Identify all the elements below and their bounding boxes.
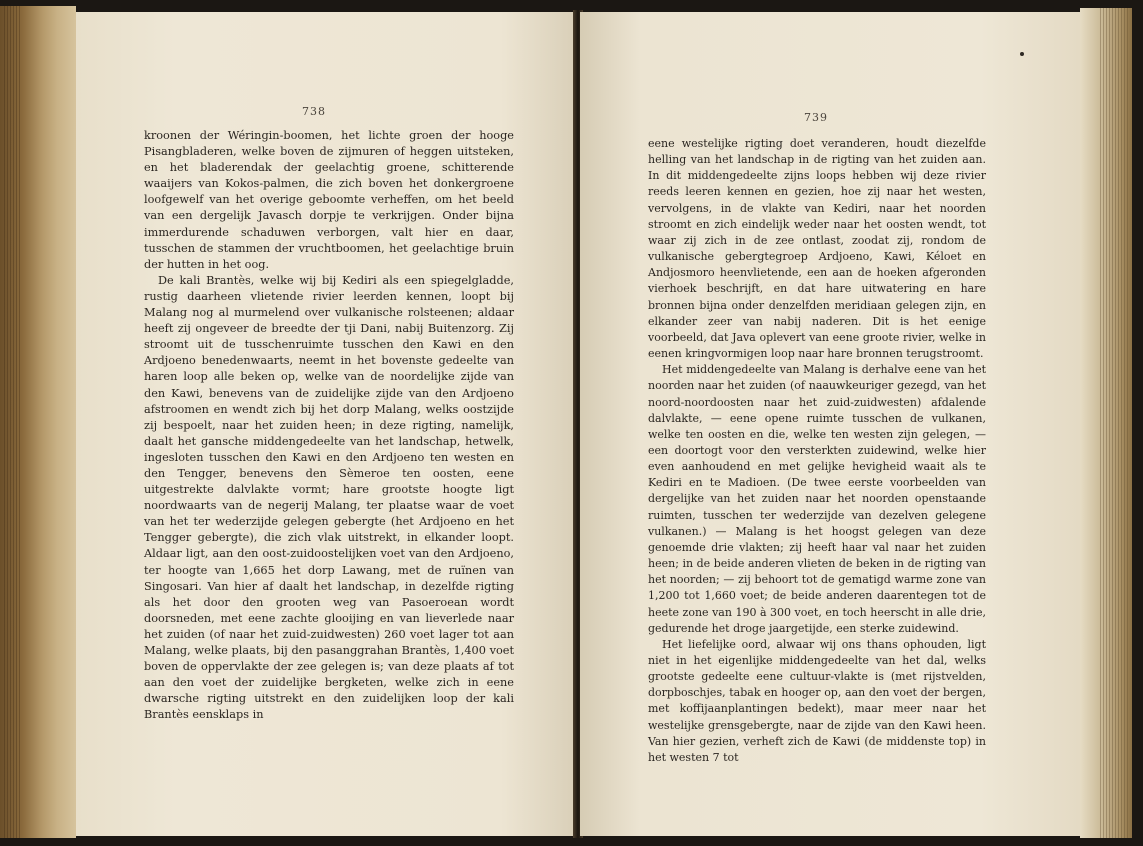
right-page-text — [648, 136, 986, 766]
paragraph: Het middengedeelte van Malang is derhalve eene van het noorden naar het zuiden (of naauwkeuriger gezegd, van het noord-noordoosten naar het zuid-zuidwesten) afdalende dalvlakte, — eene opene ruimte tusschen de vulkanen, welke ten oosten en die, welke ten westen zijn gelegen, — een doortogt voor den versterkten zuidewind, welke hier even aanhoudend en met gelijke hevigheid waait als te Kediri en te Madioen. (De twee eerste voorbeelden van dergelijke van het zuiden naar het noorden openstaande ruimten, tusschen ter wederzijde van dezelven gelegene vulkanen.) — Malang is het hoogst gelegen van deze genoemde drie vlakten; zij heeft haar val naar het zuiden heen; in de beide anderen vlieten de beken in de rigting van het noorden; — zij behoort tot de gematigd warme zone van 1,200 tot 1,660 voet; de beide anderen daarentegen tot de heete zone van 190 à 300 voet, en toch heerscht in alle drie, gedurende het droge jaargetijde, een sterke zuidewind. — [648, 363, 986, 635]
right-page — [580, 12, 1080, 836]
left-page — [76, 12, 576, 836]
paragraph: De kali Brantès, welke wij bij Kediri als een spiegelgladde, rustig daarheen vlietende rivier leerden kennen, loopt bij Malang nog al murmelend over vulkanische rolsteenen; aldaar heeft zij ongeveer de breedte der tji Dani, nabij Buitenzorg. Zij stroomt uit de tusschenruimte tusschen den Kawi en den Ardjoeno benedenwaarts, neemt in het bovenste gedeelte van haren loop alle beken op, welke van de noordelijke zijde van den Kawi, benevens van de zuidelijke zijde van den Ardjoeno afstroomen en wendt zich bij het dorp Malang, welks oostzijde zij bespoelt, naar het zuiden heen; in deze rigting, namelijk, daalt het gansche middengedeelte van het landschap, hetwelk, ingesloten tusschen den Kawi en den Ardjoeno ten westen en den Tengger, benevens den Sèmeroe ten oosten, eene uitgestrekte dalvlakte vormt; hare grootste hoogte ligt noordwaarts van de negerij Malang, ter plaatse waar de voet van het ter wederzijde gelegen gebergte (het Ardjoeno en het Tengger gebergte), die zich vlak uitstrekt, in elkander loopt. Aldaar ligt, aan den oost-zuidoostelijken voet van den Ardjoeno, ter hoogte van 1,665 het dorp Lawang, met de ruïnen van Singosari. Van hier af daalt het landschap, in dezelfde rigting als het door den grooten weg van Pasoeroean wordt doorsneden, met eene zachte glooijing en van lieverlede naar het zuiden (of naar het zuid-zuidwesten) 260 voet lager tot aan Malang, welke plaats, bij den pasanggrahan Brantès, 1,400 voet boven de oppervlakte der zee gelegen is; van deze plaats af tot aan den voet der zuidelijke bergketen, welke zich in eene dwarsche rigting uitstrekt en den zuidelijken loop der kali Brantès eensklaps in — [144, 273, 514, 722]
paragraph: Het liefelijke oord, alwaar wij ons thans ophouden, ligt niet in het eigenlijke middengedeelte van het dal, welks grootste gedeelte eene cultuur-vlakte is (met rijstvelden, dorpboschjes, tabak en hooger op, aan den voet der bergen, met koffijaanplantingen bedekt), maar meer naar het westelijke grensgebergte, naar de zijde van den Kawi heen. Van hier gezien, verheft zich de Kawi (de middenste top) in het westen 7 tot — [648, 637, 986, 764]
left-page-text — [144, 128, 514, 723]
page-number: 738 — [302, 105, 326, 118]
left-cover-edge — [0, 6, 76, 838]
paragraph: eene westelijke rigting doet veranderen, houdt diezelfde helling van het landschap in de rigting van het zuiden aan. In dit middengedeelte zijns loops hebben wij deze rivier reeds leeren kennen en gezien, hoe zij naar het westen, vervolgens, in de vlakte van Kediri, naar het noorden stroomt en zich eindelijk weder naar het oosten wendt, tot waar zij zich in de zee ontlast, zoodat zij, rondom de vulkanische gebergtegroep Ardjoeno, Kawi, Kéloet en Andjosmoro heenvlietende, een aan de hoeken afgeronden vierhoek beschrijft, en dat hare uitwatering en hare bronnen bijna onder denzelfden meridiaan gelegen zijn, en elkander zeer van nabij naderen. Dit is het eenige voorbeeld, dat Java oplevert van eene groote rivier, welke in eenen kringvormigen loop naar hare bronnen terugstroomt. — [648, 137, 986, 361]
page-number: 739 — [804, 111, 828, 124]
paragraph: kroonen der Wéringin-boomen, het lichte groen der hooge Pisangbladeren, welke boven de zijmuren of heggen uitsteken, en het bladerendak der geelachtig groene, schitterende waaijers van Kokos-palmen, die zich boven het donkergroene loofgewelf van het overige geboomte verheffen, om het beeld van een dergelijk Javasch dorpje te verkrijgen. Onder bijna immerdurende schaduwen verborgen, valt hier en daar, tusschen de stammen der vruchtboomen, het geelachtige bruin der hutten in het oog. — [144, 129, 514, 271]
right-page-edges — [1080, 8, 1132, 838]
ink-speck — [1020, 52, 1024, 56]
